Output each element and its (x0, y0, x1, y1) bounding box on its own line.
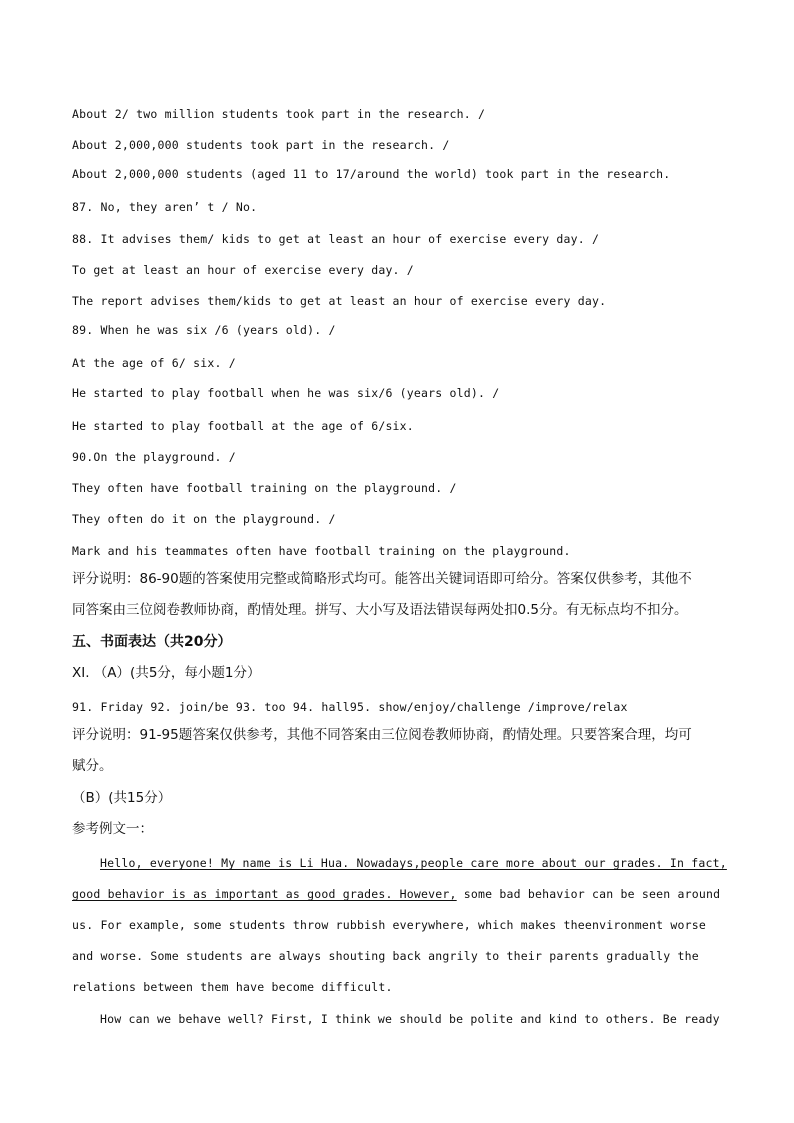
essay-line: us. For example, some students throw rubbish everywhere, which makes theenvironment worse (72, 918, 706, 932)
essay-span: some bad behavior can be seen around (456, 887, 721, 901)
answer-line: 88. It advises them/ kids to get at least an hour of exercise every day. / (72, 232, 600, 246)
answer-line: 87. No, they aren’ t / No. (72, 200, 258, 214)
sample-essay-title: 参考例文一： (72, 821, 153, 837)
answer-line: He started to play football at the age of 6/six. (72, 419, 414, 433)
part-a-answers: 91. Friday 92. join/be 93. too 94. hall95. show/enjoy/challenge /improve/relax (72, 700, 628, 714)
answer-line: 89. When he was six /6 (years old). / (72, 323, 336, 337)
part-heading: （B）(共15分） (72, 790, 172, 806)
answer-line: 90.On the playground. / (72, 450, 236, 464)
answer-line: About 2,000,000 students (aged 11 to 17/around the world) took part in the research. (72, 167, 671, 181)
answer-line: To get at least an hour of exercise every day. / (72, 263, 414, 277)
answer-line: They often do it on the playground. / (72, 512, 336, 526)
essay-line: relations between them have become difficult. (72, 980, 393, 994)
scoring-note: 评分说明：91-95题答案仅供参考，其他不同答案由三位阅卷教师协商，酌情处理。只要答案合理，均可 (72, 727, 692, 743)
scoring-note: 同答案由三位阅卷教师协商，酌情处理。拼写、大小写及语法错误每两处扣0.5分。有无标点均不扣分。 (72, 602, 688, 618)
essay-line: How can we behave well? First, I think we should be polite and kind to others. Be ready (100, 1012, 720, 1026)
scoring-note: 评分说明：86-90题的答案使用完整或简略形式均可。能答出关键词语即可给分。答案仅供参考，其他不 (72, 571, 692, 587)
answer-line: Mark and his teammates often have football training on the playground. (72, 544, 571, 558)
answer-line: About 2/ two million students took part in the research. / (72, 107, 486, 121)
answer-line: The report advises them/kids to get at least an hour of exercise every day. (72, 294, 607, 308)
essay-line: and worse. Some students are always shouting back angrily to their parents gradually the (72, 949, 699, 963)
answer-line: He started to play football when he was six/6 (years old). / (72, 386, 500, 400)
scoring-note: 赋分。 (72, 758, 113, 774)
essay-line: Hello, everyone! My name is Li Hua. Nowadays,people care more about our grades. In fact, (100, 856, 727, 870)
answer-line: They often have football training on the playground. / (72, 481, 457, 495)
answer-line: About 2,000,000 students took part in the research. / (72, 138, 450, 152)
essay-line (72, 889, 720, 901)
answer-line: At the age of 6/ six. / (72, 356, 236, 370)
section-title: 五、书面表达（共20分） (72, 634, 232, 650)
essay-underlined-span: good behavior is as important as good grades. However, (72, 887, 457, 901)
part-heading: XI. （A）(共5分，每小题1分） (72, 665, 261, 681)
